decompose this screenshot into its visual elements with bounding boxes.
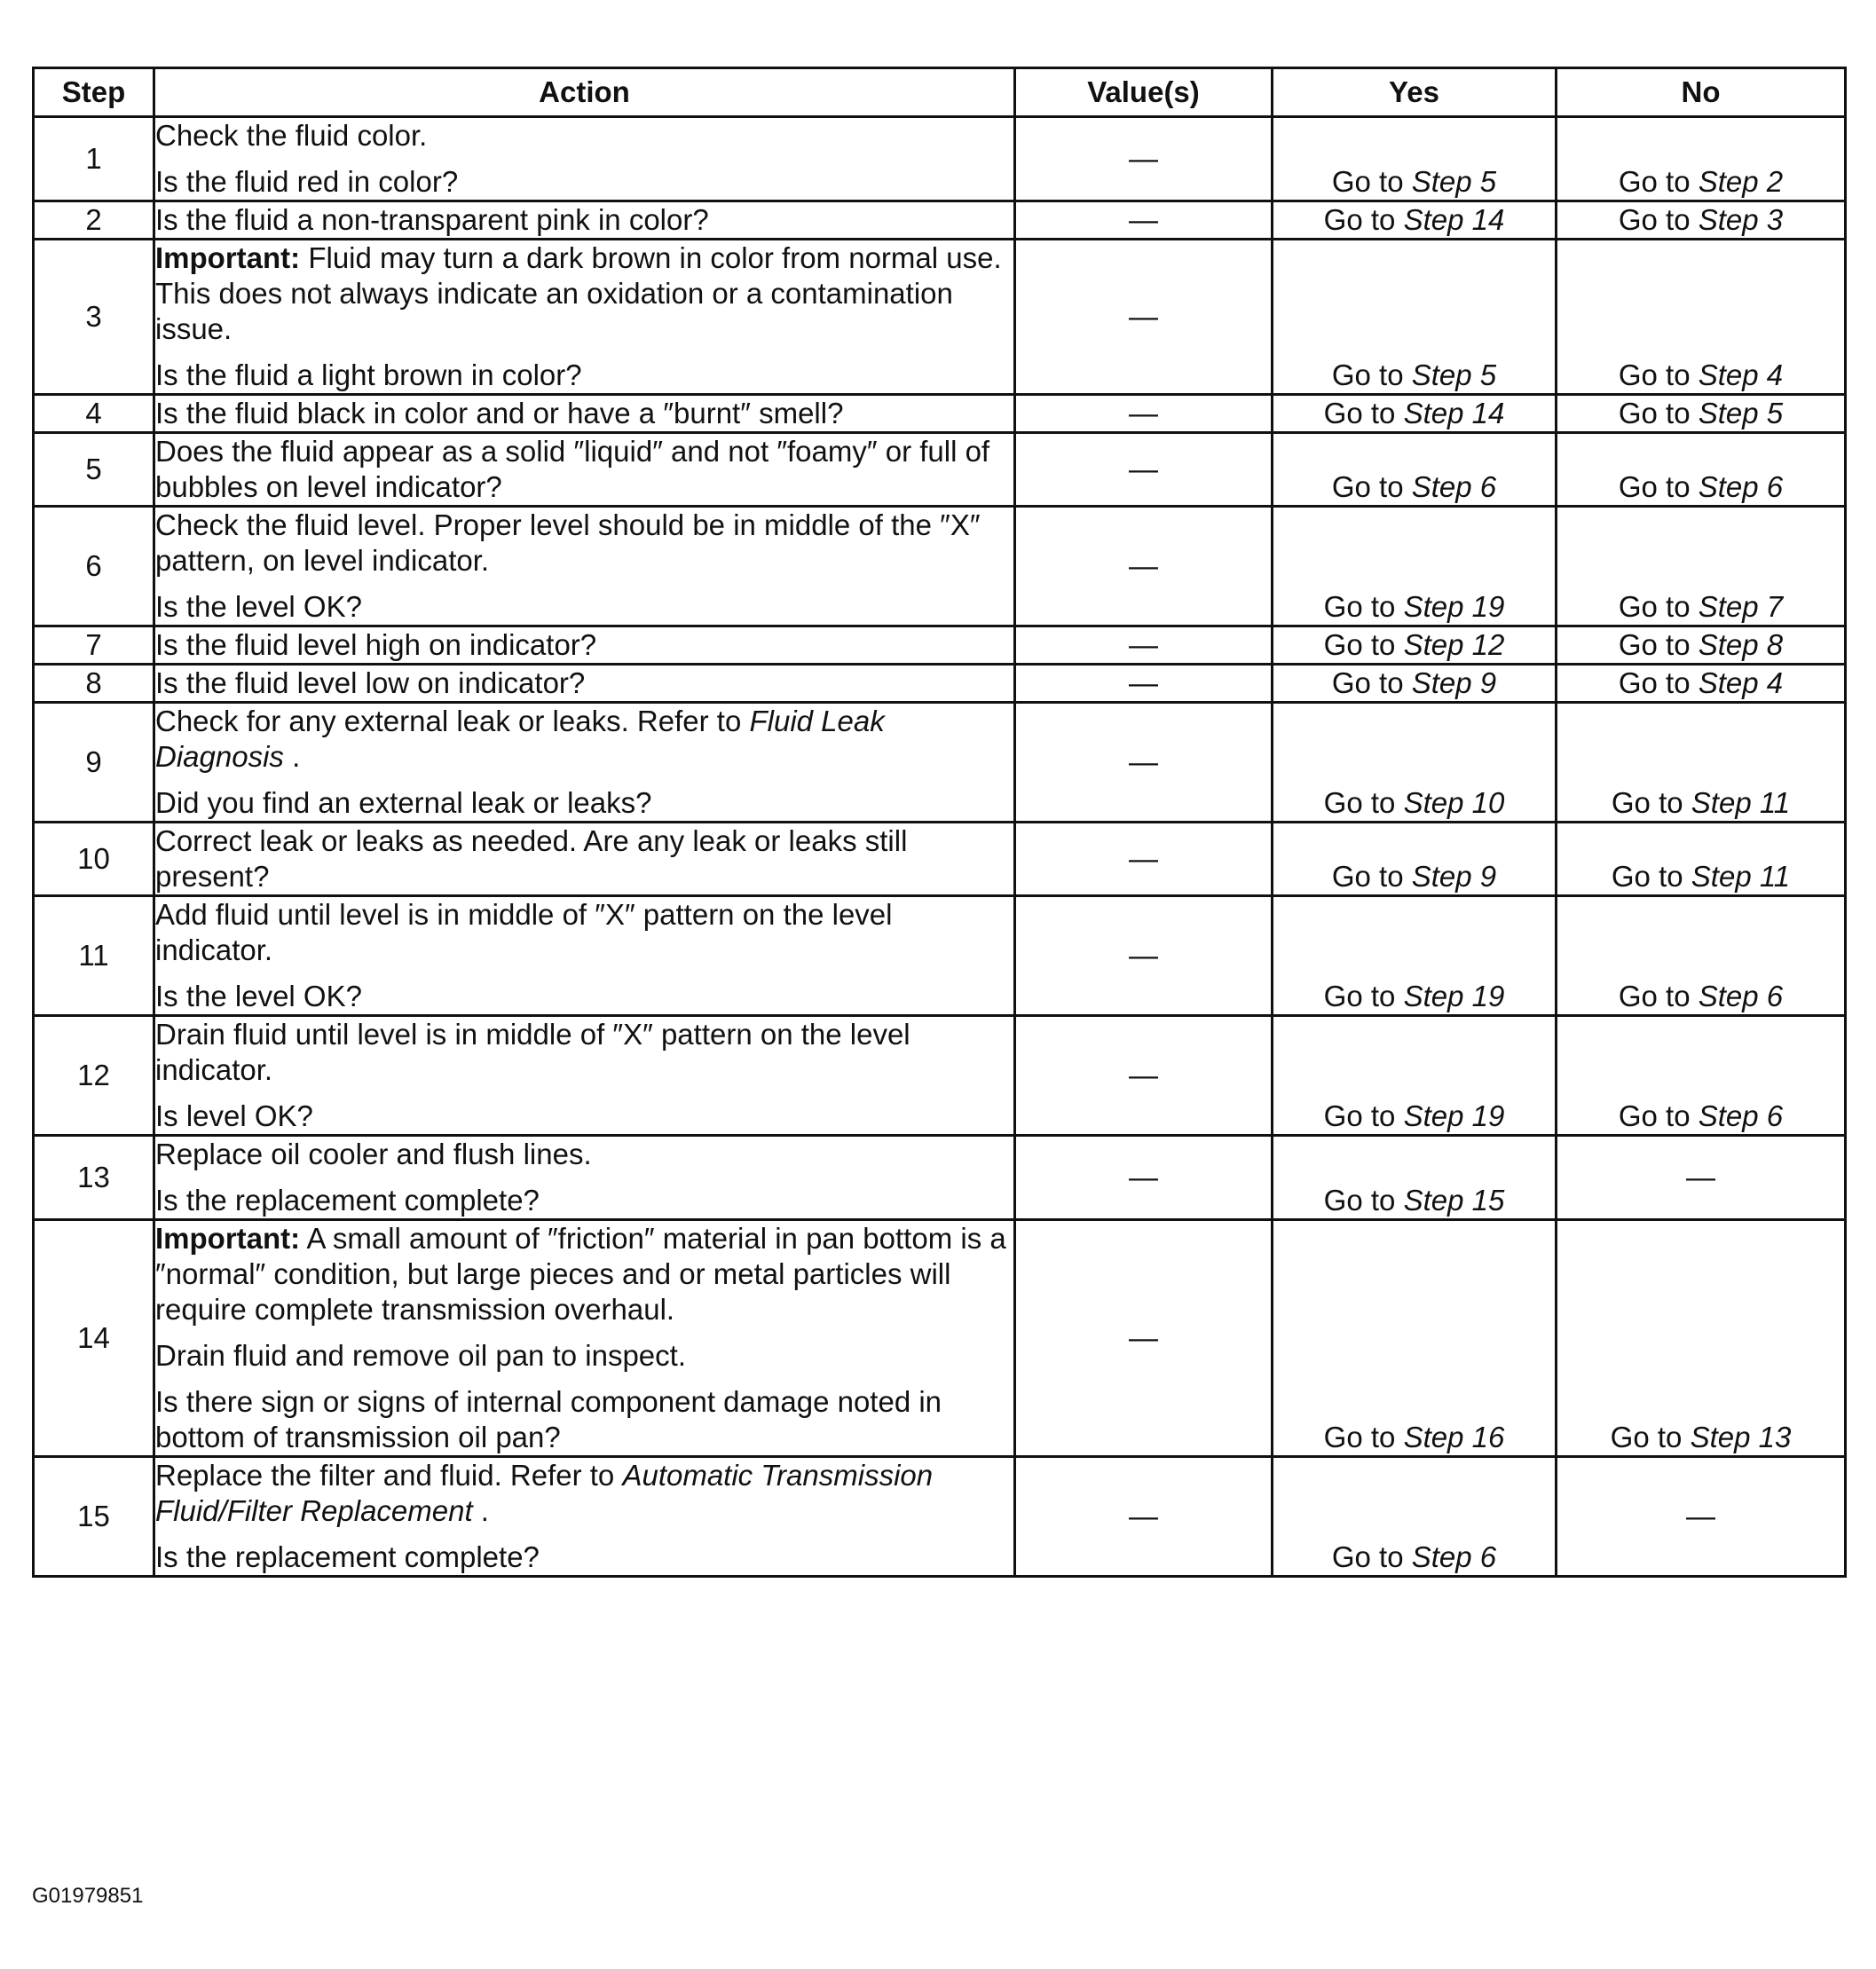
value-cell: — [1015, 201, 1273, 240]
goto-step-reference: Step 5 [1698, 397, 1784, 429]
action-paragraph [155, 589, 1013, 625]
goto-prefix: Go to [1331, 1540, 1412, 1573]
yes-cell [1273, 1016, 1557, 1136]
yes-cell [1273, 240, 1557, 395]
action-text: Is the replacement complete? [155, 1184, 540, 1217]
action-text: . [283, 740, 301, 773]
action-text: Is the fluid level high on indicator? [155, 628, 597, 661]
table-row [34, 665, 1846, 703]
action-text: Is the fluid level low on indicator? [155, 666, 586, 699]
table-row [34, 240, 1846, 395]
goto-prefix: Go to [1323, 590, 1404, 623]
action-paragraph [155, 1099, 1013, 1134]
value-cell: — [1015, 665, 1273, 703]
header-action: Action [154, 68, 1015, 117]
goto-step-reference: Step 7 [1698, 590, 1784, 623]
action-paragraph [155, 1338, 1013, 1374]
step-number: 12 [34, 1016, 154, 1136]
no-cell [1557, 395, 1846, 433]
action-text: Is the fluid a light brown in color? [155, 358, 582, 391]
action-paragraph [155, 1540, 1013, 1575]
action-text: Replace oil cooler and flush lines. [155, 1138, 592, 1170]
goto-step-reference: Step 6 [1411, 1540, 1497, 1573]
goto-step-reference: Step 16 [1403, 1421, 1505, 1453]
action-text: Check for any external leak or leaks. Refer to [155, 705, 750, 737]
yes-cell [1273, 117, 1557, 201]
step-number: 4 [34, 395, 154, 433]
goto-step-reference: Step 5 [1411, 165, 1497, 198]
table-body [34, 117, 1846, 1577]
action-text: Correct leak or leaks as needed. Are any leak or leaks still present? [155, 824, 908, 893]
action-paragraph [155, 627, 1013, 663]
table-row [34, 1136, 1846, 1220]
header-values: Value(s) [1015, 68, 1273, 117]
yes-cell [1273, 703, 1557, 823]
goto-step-reference: Step 11 [1691, 786, 1791, 819]
goto-step-reference: Step 8 [1698, 628, 1784, 661]
action-paragraph [155, 1017, 1013, 1088]
value-cell: — [1015, 896, 1273, 1016]
goto-prefix: Go to [1618, 1099, 1699, 1132]
action-text: Is the level OK? [155, 590, 362, 623]
header-step: Step [34, 68, 154, 117]
action-cell [154, 1136, 1015, 1220]
table-row [34, 433, 1846, 507]
action-cell [154, 665, 1015, 703]
action-cell [154, 507, 1015, 626]
important-label: Important: [155, 241, 301, 274]
action-cell [154, 626, 1015, 665]
goto-prefix: Go to [1323, 1421, 1404, 1453]
action-text: Add fluid until level is in middle of ″X″ pattern on the level indicator. [155, 898, 893, 966]
goto-step-reference: Step 11 [1691, 860, 1791, 893]
goto-step-reference: Step 4 [1698, 666, 1784, 699]
no-cell [1557, 1457, 1846, 1577]
goto-step-reference: Step 19 [1403, 980, 1505, 1012]
goto-prefix: Go to [1611, 860, 1691, 893]
action-paragraph [155, 358, 1013, 393]
reference-link-text: Fluid Leak Diagnosis [155, 705, 885, 773]
goto-step-reference: Step 3 [1698, 203, 1784, 236]
yes-cell [1273, 433, 1557, 507]
reference-link-text: Automatic Transmission Fluid/Filter Replacement [155, 1459, 934, 1527]
table-row [34, 703, 1846, 823]
action-paragraph [155, 202, 1013, 238]
value-cell: — [1015, 1220, 1273, 1457]
goto-prefix: Go to [1618, 397, 1699, 429]
table-row [34, 1016, 1846, 1136]
yes-cell [1273, 1220, 1557, 1457]
action-cell [154, 395, 1015, 433]
no-cell [1557, 1136, 1846, 1220]
action-text: Check the fluid color. [155, 119, 428, 152]
goto-step-reference: Step 5 [1411, 358, 1497, 391]
goto-prefix: Go to [1323, 786, 1404, 819]
goto-step-reference: Step 10 [1403, 786, 1505, 819]
action-cell [154, 240, 1015, 395]
goto-step-reference: Step 13 [1690, 1421, 1792, 1453]
action-paragraph [155, 508, 1013, 579]
action-paragraph [155, 118, 1013, 154]
action-text: A small amount of ″friction″ material in pan bottom is a ″normal″ condition, but large pieces and or metal particles will require complete transmission overhaul. [155, 1222, 1006, 1326]
table-row [34, 507, 1846, 626]
no-cell [1557, 240, 1846, 395]
step-number: 14 [34, 1220, 154, 1457]
yes-cell [1273, 507, 1557, 626]
empty-dash: — [1686, 1500, 1715, 1532]
no-cell [1557, 1220, 1846, 1457]
value-cell: — [1015, 507, 1273, 626]
figure-id: G01979851 [32, 1884, 144, 1908]
no-cell [1557, 626, 1846, 665]
action-cell [154, 823, 1015, 896]
action-text: Is the fluid black in color and or have a ″burnt″ smell? [155, 397, 844, 429]
yes-cell [1273, 896, 1557, 1016]
action-cell [154, 433, 1015, 507]
goto-prefix: Go to [1618, 165, 1699, 198]
step-number: 9 [34, 703, 154, 823]
action-cell [154, 1016, 1015, 1136]
action-text: Does the fluid appear as a solid ″liquid″ and not ″foamy″ or full of bubbles on level indicator? [155, 435, 990, 503]
goto-step-reference: Step 6 [1698, 470, 1784, 503]
step-number: 11 [34, 896, 154, 1016]
action-paragraph [155, 666, 1013, 701]
action-text: Check the fluid level. Proper level should be in middle of the ″X″ pattern, on level indicator. [155, 508, 981, 577]
step-number: 10 [34, 823, 154, 896]
goto-prefix: Go to [1618, 203, 1699, 236]
action-paragraph [155, 979, 1013, 1014]
yes-cell [1273, 395, 1557, 433]
goto-prefix: Go to [1618, 470, 1699, 503]
goto-step-reference: Step 6 [1411, 470, 1497, 503]
value-cell: — [1015, 395, 1273, 433]
no-cell [1557, 201, 1846, 240]
important-label: Important: [155, 1222, 301, 1255]
table-row [34, 896, 1846, 1016]
table-row [34, 1457, 1846, 1577]
diagnostic-table [32, 67, 1847, 1578]
action-paragraph [155, 240, 1013, 347]
goto-step-reference: Step 12 [1403, 628, 1505, 661]
action-text: Fluid may turn a dark brown in color from normal use. This does not always indicate an oxidation or a contamination issue. [155, 241, 1002, 345]
goto-prefix: Go to [1331, 470, 1412, 503]
goto-prefix: Go to [1618, 980, 1699, 1012]
action-cell [154, 117, 1015, 201]
step-number: 3 [34, 240, 154, 395]
action-text: Is the fluid a non-transparent pink in color? [155, 203, 709, 236]
goto-prefix: Go to [1331, 860, 1412, 893]
action-cell [154, 896, 1015, 1016]
goto-prefix: Go to [1618, 666, 1699, 699]
no-cell [1557, 665, 1846, 703]
action-cell [154, 1220, 1015, 1457]
action-text: Replace the filter and fluid. Refer to [155, 1459, 623, 1492]
goto-prefix: Go to [1323, 397, 1404, 429]
header-yes: Yes [1273, 68, 1557, 117]
action-text: Is the replacement complete? [155, 1540, 540, 1573]
goto-prefix: Go to [1610, 1421, 1691, 1453]
action-paragraph [155, 897, 1013, 968]
action-cell [154, 201, 1015, 240]
value-cell: — [1015, 433, 1273, 507]
action-cell [154, 1457, 1015, 1577]
goto-prefix: Go to [1331, 358, 1412, 391]
yes-cell [1273, 1457, 1557, 1577]
goto-prefix: Go to [1331, 666, 1412, 699]
action-text: Is there sign or signs of internal component damage noted in bottom of transmission oil pan? [155, 1385, 942, 1453]
step-number: 15 [34, 1457, 154, 1577]
no-cell [1557, 823, 1846, 896]
action-text: Is the fluid red in color? [155, 165, 459, 198]
action-text: Drain fluid and remove oil pan to inspect. [155, 1339, 686, 1372]
goto-step-reference: Step 15 [1403, 1184, 1505, 1217]
value-cell: — [1015, 240, 1273, 395]
goto-step-reference: Step 19 [1403, 590, 1505, 623]
action-text: Drain fluid until level is in middle of ″X″ pattern on the level indicator. [155, 1018, 910, 1086]
step-number: 7 [34, 626, 154, 665]
goto-step-reference: Step 14 [1403, 397, 1505, 429]
empty-dash: — [1686, 1161, 1715, 1193]
value-cell: — [1015, 823, 1273, 896]
action-paragraph [155, 434, 1013, 505]
no-cell [1557, 507, 1846, 626]
value-cell: — [1015, 1457, 1273, 1577]
goto-step-reference: Step 9 [1411, 666, 1497, 699]
action-paragraph [155, 164, 1013, 200]
goto-prefix: Go to [1323, 980, 1404, 1012]
step-number: 2 [34, 201, 154, 240]
yes-cell [1273, 1136, 1557, 1220]
goto-step-reference: Step 19 [1403, 1099, 1505, 1132]
step-number: 1 [34, 117, 154, 201]
yes-cell [1273, 823, 1557, 896]
step-number: 5 [34, 433, 154, 507]
goto-prefix: Go to [1618, 628, 1699, 661]
value-cell: — [1015, 117, 1273, 201]
action-paragraph [155, 1384, 1013, 1455]
goto-step-reference: Step 6 [1698, 980, 1784, 1012]
goto-prefix: Go to [1618, 590, 1699, 623]
goto-prefix: Go to [1323, 1099, 1404, 1132]
value-cell: — [1015, 626, 1273, 665]
table-row [34, 117, 1846, 201]
table-row [34, 823, 1846, 896]
action-paragraph [155, 396, 1013, 431]
goto-step-reference: Step 9 [1411, 860, 1497, 893]
step-number: 13 [34, 1136, 154, 1220]
action-paragraph [155, 704, 1013, 775]
diagnostic-table-container [32, 67, 1844, 1578]
action-paragraph [155, 823, 1013, 894]
no-cell [1557, 117, 1846, 201]
goto-prefix: Go to [1323, 628, 1404, 661]
goto-step-reference: Step 4 [1698, 358, 1784, 391]
no-cell [1557, 896, 1846, 1016]
step-number: 6 [34, 507, 154, 626]
value-cell: — [1015, 1136, 1273, 1220]
goto-prefix: Go to [1323, 203, 1404, 236]
header-no: No [1557, 68, 1846, 117]
action-paragraph [155, 785, 1013, 821]
yes-cell [1273, 665, 1557, 703]
action-paragraph [155, 1458, 1013, 1529]
yes-cell [1273, 626, 1557, 665]
yes-cell [1273, 201, 1557, 240]
table-row [34, 1220, 1846, 1457]
goto-step-reference: Step 2 [1698, 165, 1784, 198]
value-cell: — [1015, 703, 1273, 823]
action-text: Is level OK? [155, 1099, 313, 1132]
step-number: 8 [34, 665, 154, 703]
goto-prefix: Go to [1331, 165, 1412, 198]
goto-step-reference: Step 6 [1698, 1099, 1784, 1132]
goto-prefix: Go to [1618, 358, 1699, 391]
no-cell [1557, 1016, 1846, 1136]
no-cell [1557, 703, 1846, 823]
action-paragraph [155, 1183, 1013, 1218]
action-paragraph [155, 1221, 1013, 1327]
action-text: Did you find an external leak or leaks? [155, 786, 652, 819]
action-text: . [472, 1494, 489, 1527]
action-cell [154, 703, 1015, 823]
action-paragraph [155, 1137, 1013, 1172]
table-row [34, 201, 1846, 240]
header-row [34, 68, 1846, 117]
action-text: Is the level OK? [155, 980, 362, 1012]
goto-step-reference: Step 14 [1403, 203, 1505, 236]
value-cell: — [1015, 1016, 1273, 1136]
no-cell [1557, 433, 1846, 507]
goto-prefix: Go to [1611, 786, 1691, 819]
table-row [34, 626, 1846, 665]
table-row [34, 395, 1846, 433]
goto-prefix: Go to [1323, 1184, 1404, 1217]
